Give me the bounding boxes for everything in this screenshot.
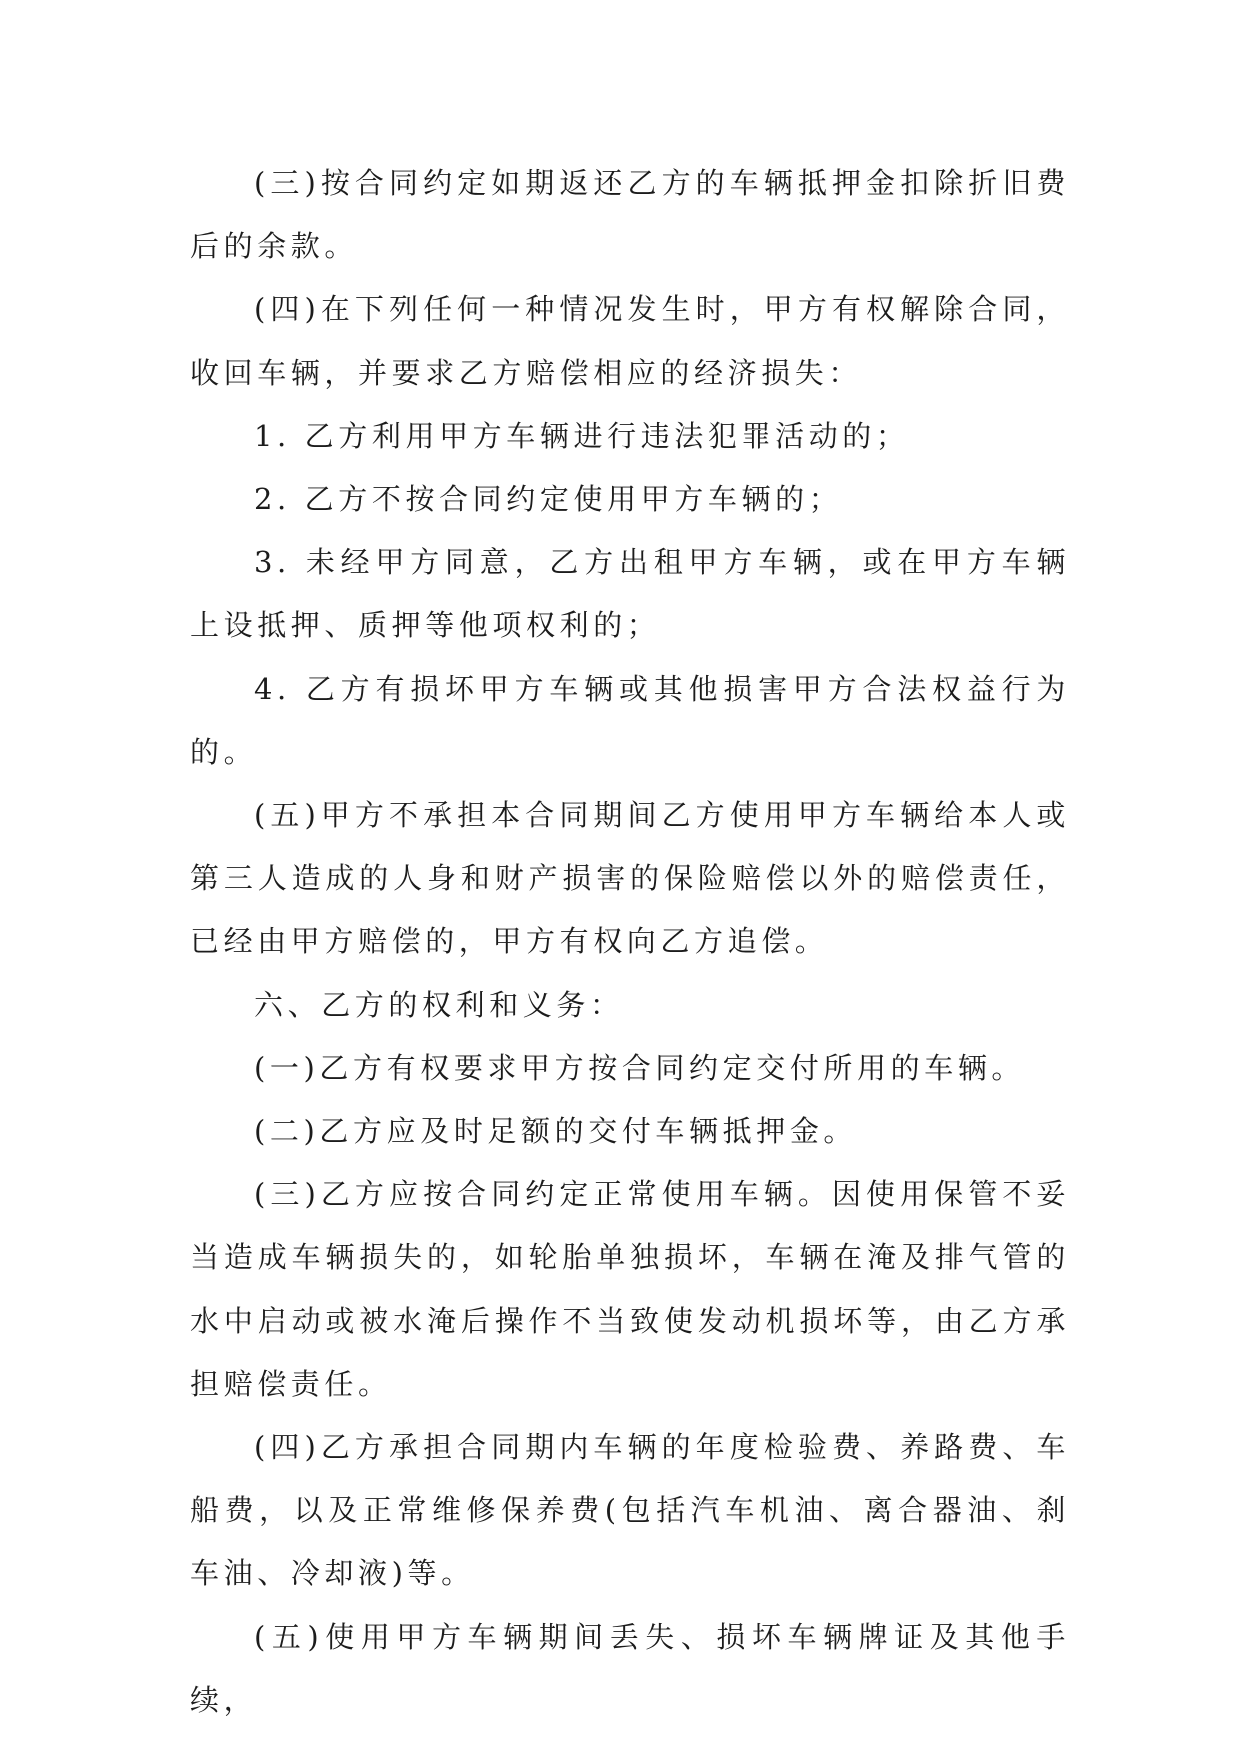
clause-item-4: 4. 乙方有损坏甲方车辆或其他损害甲方合法权益行为的。 <box>190 671 1070 769</box>
clause-item-1: 1. 乙方利用甲方车辆进行违法犯罪活动的； <box>254 418 910 453</box>
clause-b-lost-documents: (五)使用甲方车辆期间丢失、损坏车辆牌证及其他手续， <box>190 1619 1070 1717</box>
document-body <box>190 152 1070 1732</box>
clause-b-fees: (四)乙方承担合同期内车辆的年度检验费、养路费、车船费，以及正常维修保养费(包括汽车机油、离合器油、刹车油、冷却液)等。 <box>190 1430 1070 1591</box>
clause-b-deposit: (二)乙方应及时足额的交付车辆抵押金。 <box>254 1114 858 1149</box>
clause-liability-exclusion: (五)甲方不承担本合同期间乙方使用甲方车辆给本人或第三人造成的人身和财产损害的保险赔偿以外的赔偿责任，已经由甲方赔偿的，甲方有权向乙方追偿。 <box>190 798 1070 959</box>
clause-item-3: 3. 未经甲方同意，乙方出租甲方车辆，或在甲方车辆上设抵押、质押等他项权利的； <box>190 545 1070 643</box>
clause-termination-rights: (四)在下列任何一种情况发生时，甲方有权解除合同，收回车辆，并要求乙方赔偿相应的经济损失： <box>190 292 1070 390</box>
clause-return-deposit: (三)按合同约定如期返还乙方的车辆抵押金扣除折旧费后的余款。 <box>190 166 1070 264</box>
clause-b-normal-use: (三)乙方应按合同约定正常使用车辆。因使用保管不妥当造成车辆损失的，如轮胎单独损坏，车辆在淹及排气管的水中启动或被水淹后操作不当致使发动机损坏等，由乙方承担赔偿责任。 <box>190 1177 1070 1401</box>
clause-b-right-delivery: (一)乙方有权要求甲方按合同约定交付所用的车辆。 <box>254 1050 1026 1085</box>
section-heading-party-b: 六、乙方的权利和义务： <box>254 987 624 1022</box>
clause-item-2: 2. 乙方不按合同约定使用甲方车辆的； <box>254 482 843 517</box>
